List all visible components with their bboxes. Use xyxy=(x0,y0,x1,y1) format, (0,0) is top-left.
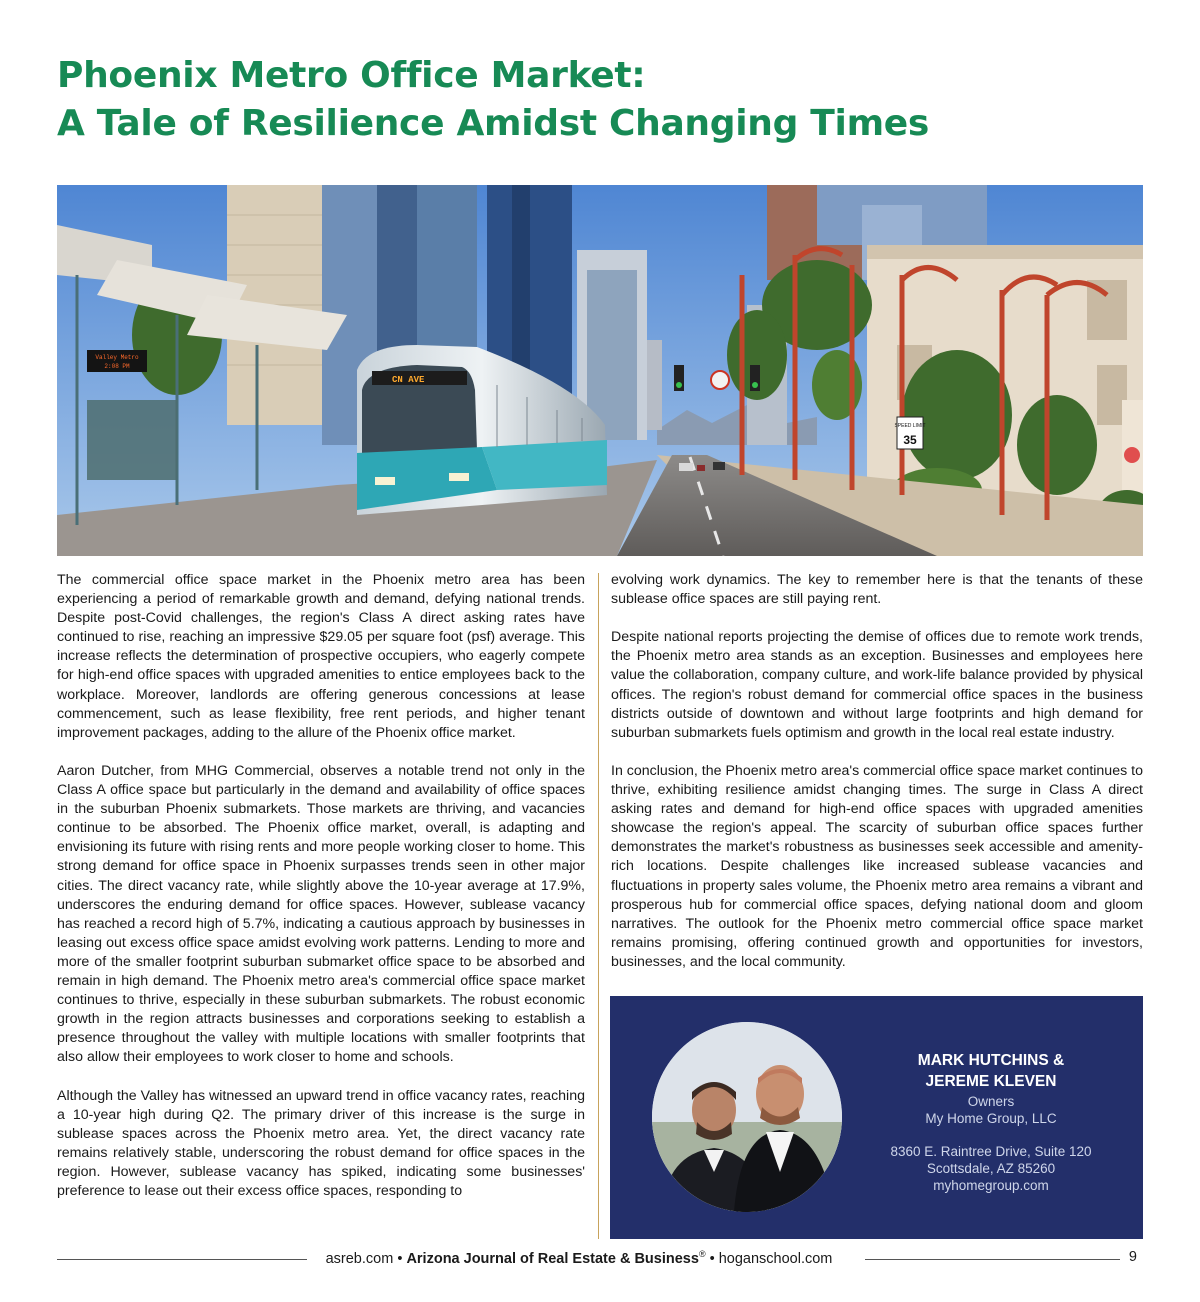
right-column xyxy=(611,571,1143,991)
page-footer xyxy=(57,1248,1143,1268)
speed-limit-label: SPEED LIMIT xyxy=(894,423,926,429)
page-number: 9 xyxy=(1128,1249,1137,1265)
footer-separator-1: • xyxy=(397,1250,403,1267)
authors-portrait xyxy=(652,1022,842,1212)
station-sign-line-1: Valley Metro xyxy=(95,354,139,361)
author-role: Owners xyxy=(967,1094,1015,1109)
downtown-phoenix-light-rail-photo xyxy=(57,185,1143,556)
left-column xyxy=(57,571,585,1220)
paragraph-left-1: The commercial office space market in the Phoenix metro area has been experiencing a period of remarkable growth and demand, defying national trends. Despite post-Covid challenges, the region's Class A direct asking rates have continued to rise, reaching an impressive $29.05 per square foot (psf) average. This increase reflects the determination of prospective occupiers, who eagerly compete for high-end office spaces with upgraded amenities to entice employees back to the workplace. Moreover, landlords are offering generous concessions at lease commencement, such as lease flexibility, free rent periods, and higher tenant improvement packages, adding to the allure of the Phoenix office market. xyxy=(57,572,585,741)
footer-rule-right xyxy=(865,1259,1120,1260)
tram-destination-sign: CN AVE xyxy=(392,375,425,385)
footer-site-2[interactable]: hoganschool.com xyxy=(718,1250,833,1267)
speed-limit-value: 35 xyxy=(903,433,917,447)
author-names-line-2: JEREME KLEVEN xyxy=(925,1073,1057,1090)
paragraph-right-3: In conclusion, the Phoenix metro area's commercial office space market continues to thrive, exhibiting resilience amidst changing times. The surge in Class A direct asking rates and demand for high-end office spaces with upgraded amenities showcase the region's appeal. The scarcity of suburban office spaces further demonstrates the market's robustness as businesses seek accessible and amenity-rich locations. Despite challenges like increased sublease vacancies and fluctuations in property sales volume, the Phoenix metro area remains a vibrant and prosperous hub for commercial office spaces, defying national doom and gloom narratives. The outlook for the Phoenix metro commercial office space market remains promising, offering continued growth and opportunities for investors, businesses, and the local community. xyxy=(611,762,1143,970)
footer-registered-mark: ® xyxy=(698,1249,706,1259)
author-names-line-1: MARK HUTCHINS & xyxy=(917,1052,1065,1069)
author-company: My Home Group, LLC xyxy=(925,1111,1057,1126)
station-sign-line-2: 2:08 PM xyxy=(104,363,130,370)
footer-journal-name: Arizona Journal of Real Estate & Business xyxy=(406,1250,699,1267)
paragraph-right-2: Despite national reports projecting the demise of offices due to remote work trends, the Phoenix metro area stands as an exception. Businesses and employees here value the collaboration, company culture, and work-life balance provided by physical offices. The region's robust demand for commercial office spaces in the business districts outside of downtown and without large footprints and high demand for suburban submarkets fuels optimism and growth in the local real estate industry. xyxy=(611,629,1143,741)
title-line-1: Phoenix Metro Office Market: xyxy=(57,55,646,96)
author-address: 8360 E. Raintree Drive, Suite 120 xyxy=(890,1144,1092,1159)
author-website-link[interactable]: myhomegroup.com xyxy=(933,1178,1049,1193)
footer-site-1[interactable]: asreb.com xyxy=(325,1250,394,1267)
footer-separator-2: • xyxy=(709,1250,715,1267)
paragraph-right-1: evolving work dynamics. The key to remember here is that the tenants of these sublease office spaces are still paying rent. xyxy=(611,572,1143,608)
column-divider xyxy=(598,573,599,1239)
author-info xyxy=(855,1050,1127,1194)
title-line-2: A Tale of Resilience Amidst Changing Times xyxy=(57,103,930,144)
author-card xyxy=(610,996,1143,1239)
author-city: Scottsdale, AZ 85260 xyxy=(926,1161,1056,1176)
paragraph-left-3: Although the Valley has witnessed an upward trend in office vacancy rates, reaching a 10-year high during Q2. The primary driver of this increase is the surge in sublease spaces across the Phoenix metro area. Yet, the direct vacancy rate remains relatively stable, underscoring the robust demand for office spaces in the region. However, sublease vacancy has spiked, indicating some businesses' preference to lease out their excess office spaces, responding to xyxy=(57,1087,585,1199)
paragraph-left-2: Aaron Dutcher, from MHG Commercial, observes a notable trend not only in the Class A office space but particularly in the demand and availability of office spaces in the suburban Phoenix submarkets. Those markets are thriving, and vacancies continue to be absorbed. The Phoenix office market, overall, is adapting and envisioning its future with rising rents and more people working closer to home. This strong demand for office space in Phoenix surpasses trends seen in other major cities. The direct vacancy rate, while slightly above the 10-year average at 17.9%, underscores the enduring demand for office spaces. However, sublease vacancy has reached a record high of 5.7%, indicating a cautious approach by businesses in leasing out excess office space amidst evolving work patterns. Lending to more and more of the smaller footprint suburban submarket office space to be absorbed and remain in high demand. The Phoenix metro area's commercial office space market continues to thrive, especially in these suburban submarkets. The robust economic growth in the region attracts businesses and corporations seeking to establish a presence throughout the valley with multiple locations with smaller footprints that also allow their employees to work closer to home and schools. xyxy=(57,762,585,1066)
article-title xyxy=(57,52,1147,148)
footer-text xyxy=(57,1249,1101,1267)
